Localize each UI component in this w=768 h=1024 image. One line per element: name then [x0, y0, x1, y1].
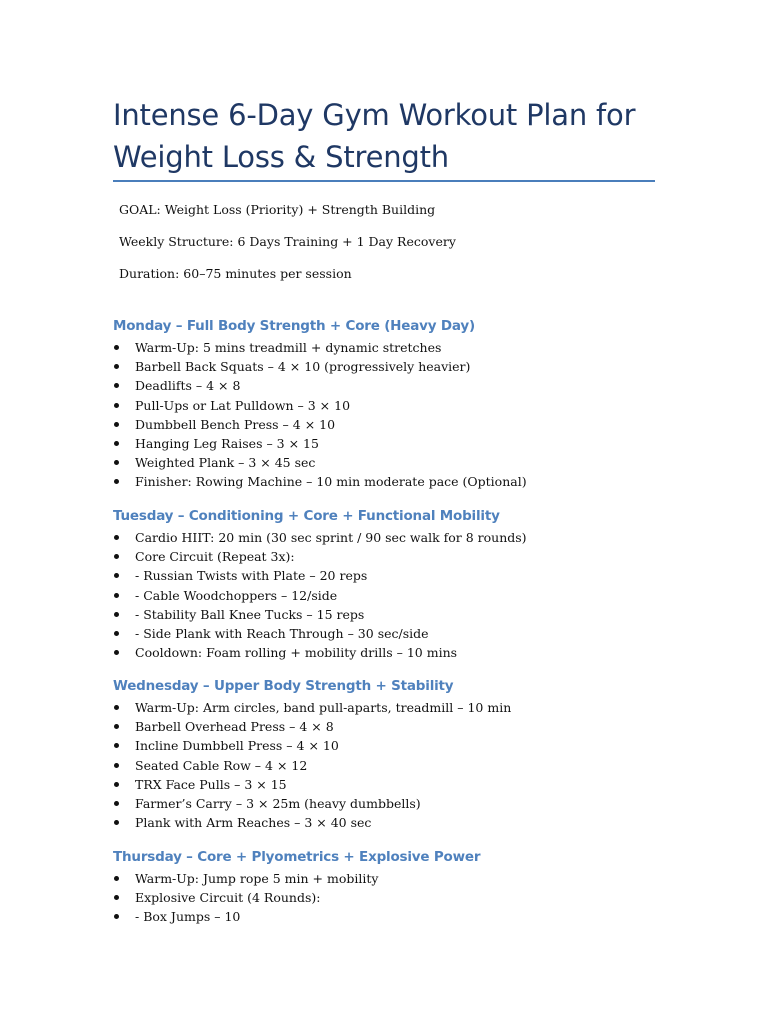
list-item	[113, 794, 511, 813]
list-item	[113, 357, 527, 376]
list-item-text: Barbell Back Squats – 4 × 10 (progressively heavier)	[135, 359, 471, 375]
list-item-text: - Stability Ball Knee Tucks – 15 reps	[135, 606, 365, 622]
list-item	[113, 338, 527, 357]
exercise-list-tuesday	[113, 528, 527, 662]
title-underline	[113, 180, 655, 182]
list-item	[113, 698, 511, 717]
bullet-icon	[114, 631, 119, 636]
list-item-text: - Cable Woodchoppers – 12/side	[135, 587, 338, 603]
day-heading-thursday: Thursday – Core + Plyometrics + Explosive Power	[113, 849, 481, 865]
bullet-icon	[114, 914, 119, 919]
bullet-icon	[114, 422, 119, 427]
list-item	[113, 415, 527, 434]
day-heading-wednesday: Wednesday – Upper Body Strength + Stability	[113, 678, 454, 694]
list-item	[113, 775, 511, 794]
list-item-text: - Side Plank with Reach Through – 30 sec/side	[135, 625, 429, 641]
list-item	[113, 869, 378, 888]
exercise-list-thursday	[113, 869, 378, 927]
list-item-text: Finisher: Rowing Machine – 10 min moderate pace (Optional)	[135, 474, 527, 490]
list-item	[113, 605, 527, 624]
list-item	[113, 813, 511, 832]
bullet-icon	[114, 573, 119, 578]
list-item-text: TRX Face Pulls – 3 × 15	[135, 776, 287, 792]
list-item-text: Deadlifts – 4 × 8	[135, 378, 241, 394]
bullet-icon	[114, 612, 119, 617]
list-item-text: Hanging Leg Raises – 3 × 15	[135, 435, 319, 451]
bullet-icon	[114, 763, 119, 768]
bullet-icon	[114, 383, 119, 388]
list-item-text: Warm-Up: Jump rope 5 min + mobility	[135, 871, 379, 886]
list-item	[113, 376, 527, 395]
list-item-text: Cardio HIIT: 20 min (30 sec sprint / 90 sec walk for 8 rounds)	[135, 530, 527, 545]
bullet-icon	[114, 743, 119, 748]
bullet-icon	[114, 782, 119, 787]
bullet-icon	[114, 801, 119, 806]
list-item	[113, 736, 511, 755]
list-item-text: Barbell Overhead Press – 4 × 8	[135, 719, 334, 735]
bullet-icon	[114, 876, 119, 881]
list-item-text: - Russian Twists with Plate – 20 reps	[135, 568, 368, 584]
list-item	[113, 756, 511, 775]
bullet-icon	[114, 364, 119, 369]
exercise-list-wednesday	[113, 698, 511, 832]
goal-text: GOAL: Weight Loss (Priority) + Strength Building	[119, 202, 436, 217]
bullet-icon	[114, 724, 119, 729]
bullet-icon	[114, 403, 119, 408]
list-item-text: Plank with Arm Reaches – 3 × 40 sec	[135, 815, 372, 831]
list-item-text: Core Circuit (Repeat 3x):	[135, 549, 295, 565]
duration-text: Duration: 60–75 minutes per session	[119, 266, 352, 281]
bullet-icon	[114, 895, 119, 900]
bullet-icon	[114, 650, 119, 655]
list-item	[113, 717, 511, 736]
list-item	[113, 453, 527, 472]
weekly-structure-text: Weekly Structure: 6 Days Training + 1 Day Recovery	[119, 234, 456, 249]
list-item	[113, 643, 527, 662]
title-line-1: Intense 6-Day Gym Workout Plan for	[113, 98, 636, 132]
bullet-icon	[114, 460, 119, 465]
bullet-icon	[114, 345, 119, 350]
list-item	[113, 566, 527, 585]
list-item	[113, 396, 527, 415]
list-item	[113, 624, 527, 643]
list-item-text: Incline Dumbbell Press – 4 × 10	[135, 738, 339, 754]
list-item	[113, 472, 527, 491]
list-item-text: - Box Jumps – 10	[135, 909, 241, 925]
list-item	[113, 907, 378, 926]
bullet-icon	[114, 705, 119, 710]
bullet-icon	[114, 820, 119, 825]
list-item	[113, 547, 527, 566]
list-item	[113, 528, 527, 547]
list-item-text: Pull-Ups or Lat Pulldown – 3 × 10	[135, 397, 351, 413]
list-item	[113, 586, 527, 605]
day-heading-monday: Monday – Full Body Strength + Core (Heavy Day)	[113, 318, 475, 334]
list-item-text: Farmer’s Carry – 3 × 25m (heavy dumbbells)	[135, 795, 421, 811]
list-item-text: Warm-Up: Arm circles, band pull-aparts, treadmill – 10 min	[135, 700, 512, 715]
bullet-icon	[114, 441, 119, 446]
day-heading-tuesday: Tuesday – Conditioning + Core + Functional Mobility	[113, 508, 500, 524]
list-item-text: Seated Cable Row – 4 × 12	[135, 757, 308, 773]
list-item-text: Warm-Up: 5 mins treadmill + dynamic stretches	[135, 340, 442, 355]
list-item	[113, 888, 378, 907]
bullet-icon	[114, 593, 119, 598]
list-item-text: Weighted Plank – 3 × 45 sec	[135, 455, 316, 471]
exercise-list-monday	[113, 338, 527, 492]
list-item-text: Cooldown: Foam rolling + mobility drills – 10 mins	[135, 645, 458, 661]
title-line-2: Weight Loss & Strength	[113, 140, 449, 174]
list-item-text: Explosive Circuit (4 Rounds):	[135, 890, 321, 906]
list-item-text: Dumbbell Bench Press – 4 × 10	[135, 416, 336, 432]
bullet-icon	[114, 554, 119, 559]
bullet-icon	[114, 535, 119, 540]
document-title	[113, 94, 673, 178]
bullet-icon	[114, 479, 119, 484]
list-item	[113, 434, 527, 453]
